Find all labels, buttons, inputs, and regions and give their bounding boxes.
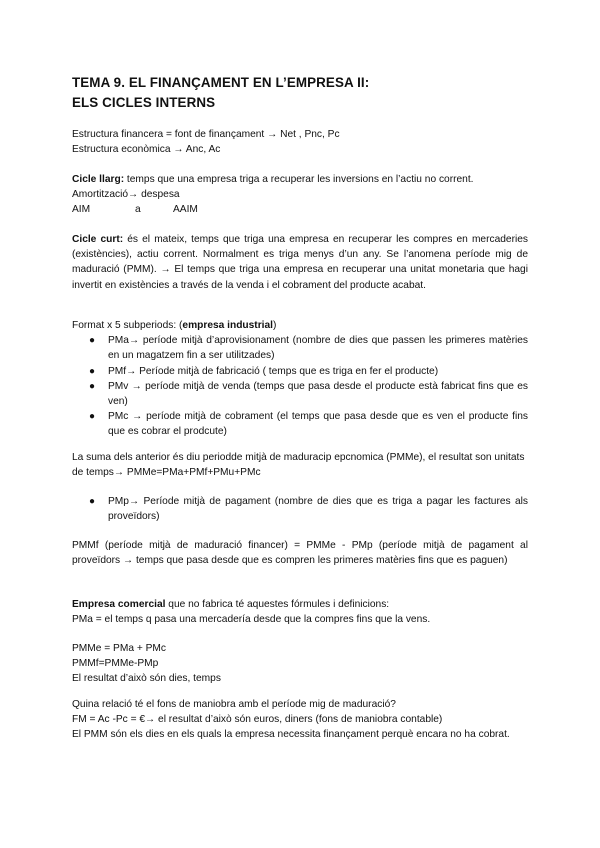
list-item-text: PMa→ període mitjà d’aprovisionament (nombre de dies que passen les primeres matèries en un magatzem fin a ser utilitzades) xyxy=(108,335,528,362)
aaim-label: AAIM xyxy=(173,204,198,216)
title-line-1: TEMA 9. EL FINANÇAMENT EN L’EMPRESA II: xyxy=(72,75,370,90)
comercial-label: Empresa comercial xyxy=(72,599,166,610)
list-item xyxy=(72,379,528,409)
list-item-text: PMc → període mitjà de cobrament (el temps que pasa desde que es ven el producte fins que es cobrar el prodcute) xyxy=(108,411,528,438)
title-line-2: ELS CICLES INTERNS xyxy=(72,94,216,110)
list-item-text: PMv → període mitjà de venda (temps que pasa desde el producte està fabricat fins que es ven) xyxy=(108,380,528,408)
cicle-curt-text: és el mateix, temps que triga una empresa en recuperar les compres en mercaderies (existències), actiu corrent. Normalment es triga menys d’un any. Se l’anomena període mig de maduració (PMM). → El temps que triga una empresa en recuperar una unitat monetaria que hagi invertit en existències a través de la venda i el cobrament del producte acabat. xyxy=(72,234,528,291)
comercial-pma: PMa = el temps q pasa una mercadería desde que la compres fins que la vens. xyxy=(72,614,431,626)
comercial-section xyxy=(72,597,528,627)
pmp-list xyxy=(72,494,528,524)
fons-pmm-text: El PMM són els dies en els quals la empresa necessita finançament perquè encara no ha cobrat. xyxy=(72,729,510,741)
suma-text: La suma dels anterior és diu periodde mitjà de maduracip epcnomica (PMMe), el resultat son unitats de temps→ PMMe=PMa+PMf+PMu+PMc xyxy=(72,452,525,479)
fons-section xyxy=(72,697,528,743)
format-intro-bold: empresa industrial xyxy=(182,320,273,331)
cicle-llarg-definition xyxy=(72,172,528,187)
cicle-llarg-label: Cicle llarg: xyxy=(72,174,125,185)
bullet-icon: ● xyxy=(89,365,96,377)
format-intro-end: ) xyxy=(273,320,277,331)
list-item-text: PMp→ Període mitjà de pagament (nombre de dies que es triga a pagar les factures als proveïdors) xyxy=(108,496,528,523)
formula-pmmf: PMMf=PMMe-PMp xyxy=(72,658,159,670)
cicle-llarg-section xyxy=(72,172,528,218)
list-item xyxy=(72,333,528,363)
pmp-section xyxy=(72,494,528,524)
suma-section xyxy=(72,450,528,480)
fons-question: Quina relació té el fons de maniobra amb el període mig de maduració? xyxy=(72,699,396,710)
format-intro-text: Format x 5 subperiods: ( xyxy=(72,320,183,331)
comercial-definition xyxy=(72,597,528,612)
list-item xyxy=(72,364,528,379)
bullet-icon: ● xyxy=(89,496,96,507)
formula-pmme: PMMe = PMa + PMc xyxy=(72,643,166,654)
amortitzacio-line: Amortització→ despesa xyxy=(72,189,180,201)
bullet-icon: ● xyxy=(89,335,96,347)
format-intro xyxy=(72,318,528,333)
formulas-section xyxy=(72,641,528,687)
cicle-curt-section xyxy=(72,232,528,293)
cicle-llarg-text: temps que una empresa triga a recuperar les inversions en l’actiu no corrent. xyxy=(124,174,474,185)
structure-section xyxy=(72,127,528,157)
list-item xyxy=(72,409,528,439)
aim-label: AIM xyxy=(72,204,91,216)
bullet-icon: ● xyxy=(89,380,96,392)
list-item-text: PMf→ Període mitjà de fabricació ( temps que es triga en fer el producte) xyxy=(108,365,439,377)
aim-a: a xyxy=(135,204,141,216)
pmmf-text: PMMf (període mitjà de maduració financer) = PMMe - PMp (període mitjà de pagament al proveïdors → temps que pasa desde que es compren les primeres matèries fins que es paguen) xyxy=(72,540,528,567)
page-title xyxy=(72,73,532,112)
format-section xyxy=(72,318,528,440)
comercial-text: que no fabrica té aquestes fórmules i definicions: xyxy=(165,599,390,610)
subperiods-list xyxy=(72,333,528,439)
list-item xyxy=(72,494,528,524)
formula-result: El resultat d’això són dies, temps xyxy=(72,673,221,685)
cicle-curt-label: Cicle curt: xyxy=(72,234,124,245)
fons-formula: FM = Ac -Pc = €→ el resultat d’això són euros, diners (fons de maniobra contable) xyxy=(72,714,443,726)
bullet-icon: ● xyxy=(89,411,96,423)
aim-row xyxy=(72,202,528,217)
structure-economic: Estructura econòmica → Anc, Ac xyxy=(72,144,221,156)
pmmf-section xyxy=(72,538,528,568)
structure-financial: Estructura financera = font de finançament → Net , Pnc, Pc xyxy=(72,129,340,140)
